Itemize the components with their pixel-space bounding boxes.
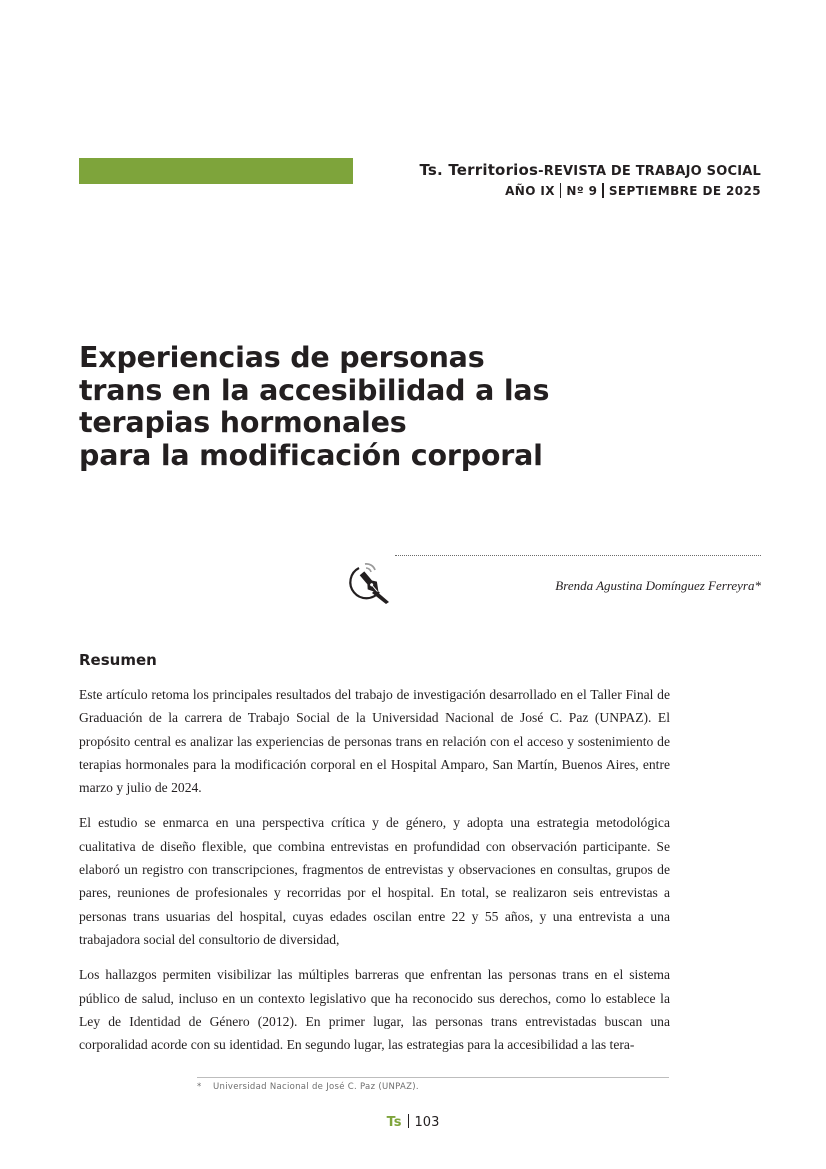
header-accent-bar xyxy=(79,158,353,184)
page-footer xyxy=(0,1114,826,1130)
journal-subtitle: -REVISTA DE TRABAJO SOCIAL xyxy=(538,164,761,179)
journal-title-line xyxy=(419,160,761,182)
journal-logo: Ts xyxy=(386,1115,402,1130)
journal-issue-line xyxy=(419,182,761,200)
article-author: Brenda Agustina Domínguez Ferreyra* xyxy=(555,578,761,593)
abstract-body xyxy=(79,683,670,1068)
issue-separator xyxy=(560,183,562,198)
journal-date: SEPTIEMBRE DE 2025 xyxy=(608,184,761,198)
abstract-heading: Resumen xyxy=(79,651,157,669)
abstract-paragraph: El estudio se enmarca en una perspectiva crítica y de género, y adopta una estrategia metodológica cualitativa de diseño flexible, que combina entrevistas en profundidad con observación participante. Se elaboró un registro con transcripciones, fragmentos de entrevistas y observaciones en consultas, grupos de pares, reuniones de profesionales y recorridas por el hospital. En total, se realizaron seis entrevistas a personas trans usuarias del hospital, cuyas edades oscilan entre 22 y 55 años, y una entrevista a una trabajadora social del consultorio de diversidad, xyxy=(79,815,670,947)
fountain-pen-icon xyxy=(345,556,397,606)
footer-separator xyxy=(408,1114,409,1128)
footnote xyxy=(197,1082,419,1092)
journal-header xyxy=(419,160,761,200)
article-title-line: Experiencias de personas xyxy=(79,341,485,374)
page-number: 103 xyxy=(414,1115,440,1130)
journal-year: AÑO IX xyxy=(505,184,555,198)
abstract-paragraph: Los hallazgos permiten visibilizar las múltiples barreras que enfrentan las personas trans en el sistema público de salud, incluso en un contexto legislativo que ha reconocido sus derechos, como lo establece la Ley de Identidad de Género (2012). En primer lugar, las personas trans entrevistadas buscan una corporalidad acorde con su identidad. En segundo lugar, las estrategias para la accesibilidad a las tera- xyxy=(79,967,670,1053)
article-title-line: trans en la accesibilidad a las xyxy=(79,373,550,407)
abstract-paragraph: Este artículo retoma los principales resultados del trabajo de investigación desarrollado en el Taller Final de Graduación de la carrera de Trabajo Social de la Universidad Nacional de José C. Paz (UNPAZ). El propósito central es analizar las experiencias de personas trans en relación con el acceso y sostenimiento de terapias hormonales para la modificación corporal en el Hospital Amparo, San Martín, Buenos Aires, entre marzo y julio de 2024. xyxy=(79,687,670,796)
author-divider xyxy=(395,555,761,556)
footnote-text: Universidad Nacional de José C. Paz (UNPAZ). xyxy=(213,1082,419,1092)
footnote-mark: * xyxy=(197,1082,202,1092)
article-title-line: para la modificación corporal xyxy=(79,438,543,472)
journal-name: Ts. Territorios xyxy=(419,161,539,179)
issue-separator xyxy=(602,183,604,198)
article-title-line: terapias hormonales xyxy=(79,406,407,439)
journal-number: Nº 9 xyxy=(566,184,598,198)
article-title xyxy=(79,342,599,472)
footnote-divider xyxy=(197,1077,669,1078)
